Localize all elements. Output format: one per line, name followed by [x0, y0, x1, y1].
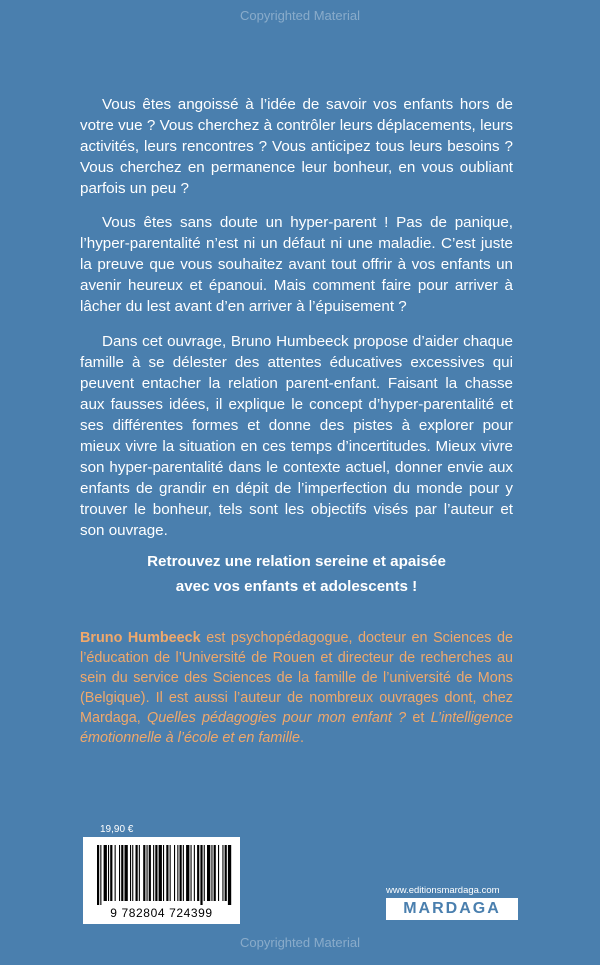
barcode-bar	[200, 845, 202, 905]
barcode-bars	[83, 837, 240, 907]
barcode-bar	[147, 845, 148, 901]
barcode-bar	[174, 845, 175, 901]
barcode-bar	[119, 845, 120, 901]
publisher-website: www.editionsmardaga.com	[386, 885, 500, 896]
barcode-bar	[136, 845, 138, 901]
barcode-bar	[186, 845, 189, 901]
slogan-line-1: Retrouvez une relation sereine et apaisée	[147, 553, 446, 570]
barcode-bar	[159, 845, 162, 901]
barcode-bar	[204, 845, 205, 901]
barcode-bar	[149, 845, 151, 901]
barcode	[83, 837, 240, 924]
watermark-top: Copyrighted Material	[240, 8, 360, 23]
barcode-bar	[194, 845, 195, 901]
bio-text-1: est psychopédagogue, docteur en Sciences de l’éducation de l’Université de Rouen et directeur de recherches au sein du service des Sciences de la famille de l’université de Mons (Belgique). Il est aussi l’auteur de nombreux ouvrages dont, chez Mardaga,	[80, 630, 513, 726]
barcode-bar	[222, 845, 223, 901]
barcode-bar	[130, 845, 131, 901]
barcode-bar	[177, 845, 178, 901]
barcode-bar	[155, 845, 157, 901]
price: 19,90 €	[100, 824, 134, 835]
barcode-bar	[163, 845, 164, 901]
barcode-bar	[225, 845, 227, 901]
barcode-bar	[104, 845, 107, 901]
barcode-bar	[228, 845, 231, 905]
author-bio	[80, 628, 513, 748]
isbn-number: 9 782804 724399	[110, 906, 213, 920]
barcode-bar	[97, 845, 99, 905]
paragraph-3: Dans cet ouvrage, Bruno Humbeeck propose d’aider chaque famille à se délester des attentes éducatives excessives qui peuvent entacher la relation parent-enfant. Faisant la chasse aux fausses idées, il explique le concept d’hyper-parentalité et ses différentes formes et donne des pistes à explorer pour mieux vivre la situation en ces temps d’incertitudes. Mieux vivre son hyper-parentalité dans le contexte actuel, donner envie aux enfants de grandir en dépit de l’imperfection du monde pour y trouver le bonheur, tels sont les objectifs visés par l’auteur et son ouvrage.	[80, 333, 513, 539]
barcode-bar	[180, 845, 182, 901]
publisher-logo: MARDAGA	[386, 898, 518, 920]
barcode-bar	[115, 845, 116, 901]
barcode-bar	[183, 845, 184, 901]
barcode-bar	[110, 845, 112, 901]
slogan	[80, 549, 513, 599]
book-title-1: Quelles pédagogies pour mon enfant ?	[147, 710, 407, 726]
barcode-bar	[100, 845, 101, 905]
barcode-bar	[191, 845, 192, 901]
barcode-bar	[125, 845, 128, 901]
barcode-bar	[121, 845, 123, 901]
barcode-bar	[218, 845, 219, 901]
book-title-2: L’intelligence émotionnelle à l’école et en famille	[80, 710, 514, 746]
paragraph-1: Vous êtes angoissé à l’idée de savoir vos enfants hors de votre vue ? Vous cherchez à contrôler leurs déplacements, leurs activités, leurs rencontres ? Vous anticipez tous leurs besoins ? Vous cherchez en permanence leur bonheur, en vous oubliant parfois un peu ?	[80, 96, 513, 197]
watermark-bottom: Copyrighted Material	[240, 935, 360, 950]
barcode-bar	[197, 845, 199, 901]
author-name: Bruno Humbeeck	[80, 630, 201, 646]
barcode-bar	[132, 845, 133, 901]
bio-text-2: et	[406, 710, 431, 726]
barcode-bar	[139, 845, 140, 901]
slogan-line-2: avec vos enfants et adolescents !	[175, 578, 418, 595]
bio-text-3: .	[299, 730, 304, 746]
paragraph-2: Vous êtes sans doute un hyper-parent ! Pas de panique, l’hyper-parentalité n’est ni un défaut ni une maladie. C’est juste la preuve que vous souhaitez avant tout offrir à vos enfants un avenir heureux et épanoui. Mais comment faire pour arriver à lâcher du lest avant d’en arriver à l’épuisement ?	[80, 214, 513, 315]
barcode-bar	[211, 845, 212, 901]
barcode-bar	[166, 845, 168, 901]
barcode-bar	[214, 845, 216, 901]
barcode-bar	[153, 845, 154, 901]
barcode-bar	[143, 845, 145, 901]
barcode-bar	[108, 845, 109, 901]
barcode-bar	[207, 845, 210, 901]
barcode-bar	[170, 845, 171, 901]
